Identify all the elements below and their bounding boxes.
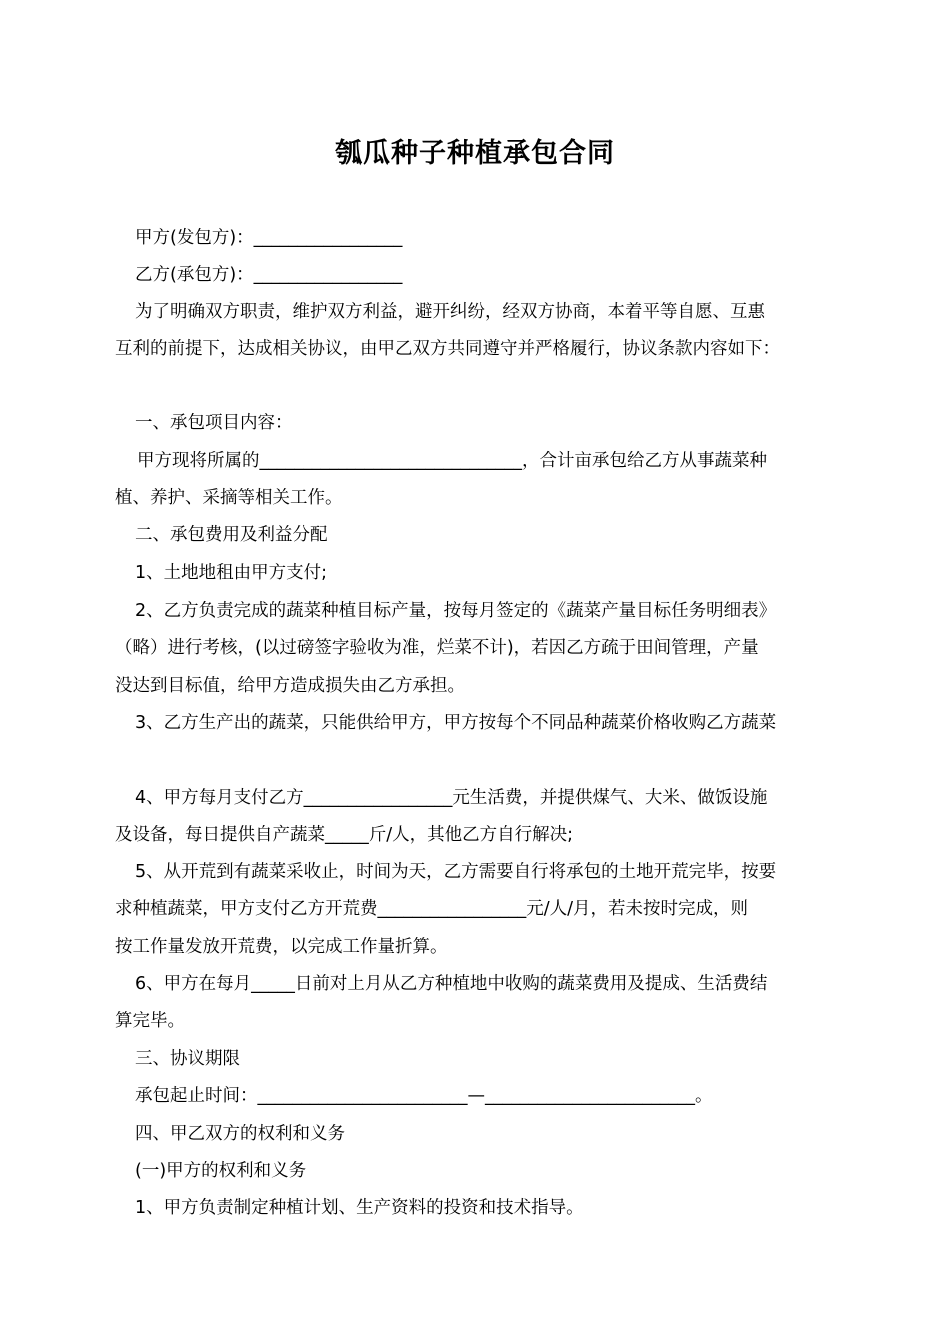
clause-4-line-2: 及设备，每日提供自产蔬菜_____斤/人，其他乙方自行解决; xyxy=(115,825,574,845)
clause-1: 1、土地地租由甲方支付; xyxy=(135,563,328,583)
party-b-line: 乙方(承包方)：_________________ xyxy=(135,265,403,285)
preamble-line-1: 为了明确双方职责，维护双方利益，避开纠纷，经双方协商，本着平等自愿、互惠 xyxy=(135,302,765,322)
clause-5-line-2: 求种植蔬菜，甲方支付乙方开荒费_________________元/人/月，若未按时完成，则 xyxy=(115,899,749,919)
section-2-heading: 二、承包费用及利益分配 xyxy=(135,525,328,545)
party-a-line: 甲方(发包方)：_________________ xyxy=(135,228,403,248)
term-period-line: 承包起止时间：________________________—________________________。 xyxy=(135,1086,713,1106)
clause-2-line-3: 没达到目标值，给甲方造成损失由乙方承担。 xyxy=(115,676,465,696)
document-title: 瓠瓜种子种植承包合同 xyxy=(335,138,615,169)
clause-5-line-3: 按工作量发放开荒费，以完成工作量折算。 xyxy=(115,937,448,957)
section-4-heading: 四、甲乙双方的权利和义务 xyxy=(135,1124,345,1144)
section-3-heading: 三、协议期限 xyxy=(135,1049,240,1069)
clause-6-line-2: 算完毕。 xyxy=(115,1011,185,1031)
clause-6-line-1: 6、甲方在每月_____日前对上月从乙方种植地中收购的蔬菜费用及提成、生活费结 xyxy=(135,974,768,994)
clause-3: 3、乙方生产出的蔬菜，只能供给甲方，甲方按每个不同品种蔬菜价格收购乙方蔬菜 xyxy=(135,713,777,733)
party-a-duty-1: 1、甲方负责制定种植计划、生产资料的投资和技术指导。 xyxy=(135,1198,584,1218)
preamble-line-2: 互利的前提下，达成相关协议，由甲乙双方共同遵守并严格履行，协议条款内容如下： xyxy=(115,339,780,359)
clause-4-line-1: 4、甲方每月支付乙方_________________元生活费，并提供煤气、大米、做饭设施 xyxy=(135,788,768,808)
subsection-a-heading: (一)甲方的权利和义务 xyxy=(135,1161,307,1181)
clause-2-line-1: 2、乙方负责完成的蔬菜种植目标产量，按每月签定的《蔬菜产量目标任务明细表》 xyxy=(135,601,777,621)
section-1-text-2: 植、养护、采摘等相关工作。 xyxy=(115,488,343,508)
clause-2-line-2: （略）进行考核，(以过磅签字验收为准，烂菜不计)，若因乙方疏于田间管理，产量 xyxy=(115,638,759,658)
clause-5-line-1: 5、从开荒到有蔬菜采收止，时间为天，乙方需要自行将承包的土地开荒完毕，按要 xyxy=(135,862,777,882)
section-1-heading: 一、承包项目内容： xyxy=(135,413,293,433)
section-1-text-1: 甲方现将所属的______________________________，合计亩承包给乙方从事蔬菜种 xyxy=(137,451,767,471)
